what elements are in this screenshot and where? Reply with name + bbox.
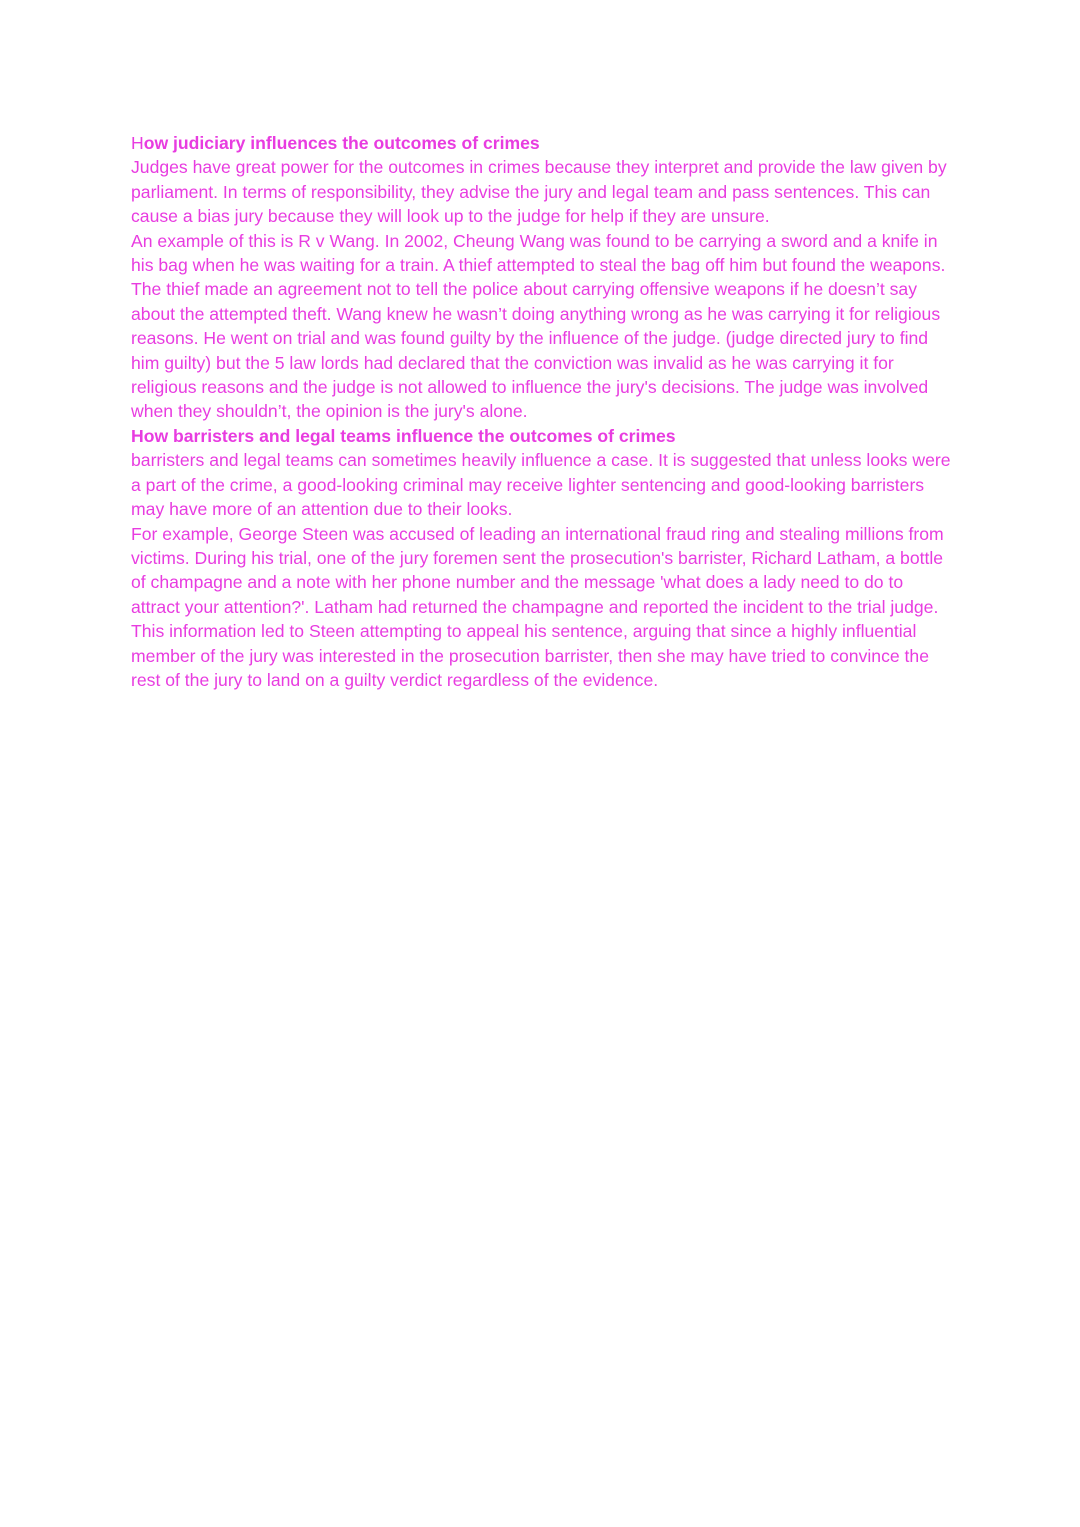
heading-first-letter: H: [131, 133, 144, 153]
paragraph-judges-power: Judges have great power for the outcomes in crimes because they interpret and provide the law given by parliament. In terms of responsibility, they advise the jury and legal team and pass sentences. This can cause a bias jury because they will look up to the judge for help if they are unsure.: [131, 157, 947, 227]
section-heading-judiciary: [131, 131, 951, 155]
section-heading-barristers: How barristers and legal teams influence the outcomes of crimes: [131, 425, 676, 446]
heading-text: ow judiciary influences the outcomes of crimes: [143, 133, 540, 153]
document-body: [131, 131, 951, 692]
paragraph-barristers-influence: barristers and legal teams can sometimes heavily influence a case. It is suggested that unless looks were a part of the crime, a good-looking criminal may receive lighter sentencing and good-looking barristers may have more of an attention due to their looks.: [131, 450, 951, 520]
paragraph-r-v-wang: An example of this is R v Wang. In 2002, Cheung Wang was found to be carrying a sword and a knife in his bag when he was waiting for a train. A thief attempted to steal the bag off him but found the weapons. The thief made an agreement not to tell the police about carrying offensive weapons if he doesn’t say about the attempted theft. Wang knew he wasn’t doing anything wrong as he was carrying it for religious reasons. He went on trial and was found guilty by the influence of the judge. (judge directed jury to find him guilty) but the 5 law lords had declared that the conviction was invalid as he was carrying it for religious reasons and the judge is not allowed to influence the jury's decisions. The judge was involved when they shouldn’t, the opinion is the jury's alone.: [131, 230, 946, 422]
paragraph-george-steen: For example, George Steen was accused of leading an international fraud ring and stealing millions from victims. During his trial, one of the jury foremen sent the prosecution's barrister, Richard Latham, a bottle of champagne and a note with her phone number and the message 'what does a lady need to do to attract your attention?'. Latham had returned the champagne and reported the incident to the trial judge. This information led to Steen attempting to appeal his sentence, arguing that since a highly influential member of the jury was interested in the prosecution barrister, then she may have tried to convince the rest of the jury to land on a guilty verdict regardless of the evidence.: [131, 523, 944, 690]
